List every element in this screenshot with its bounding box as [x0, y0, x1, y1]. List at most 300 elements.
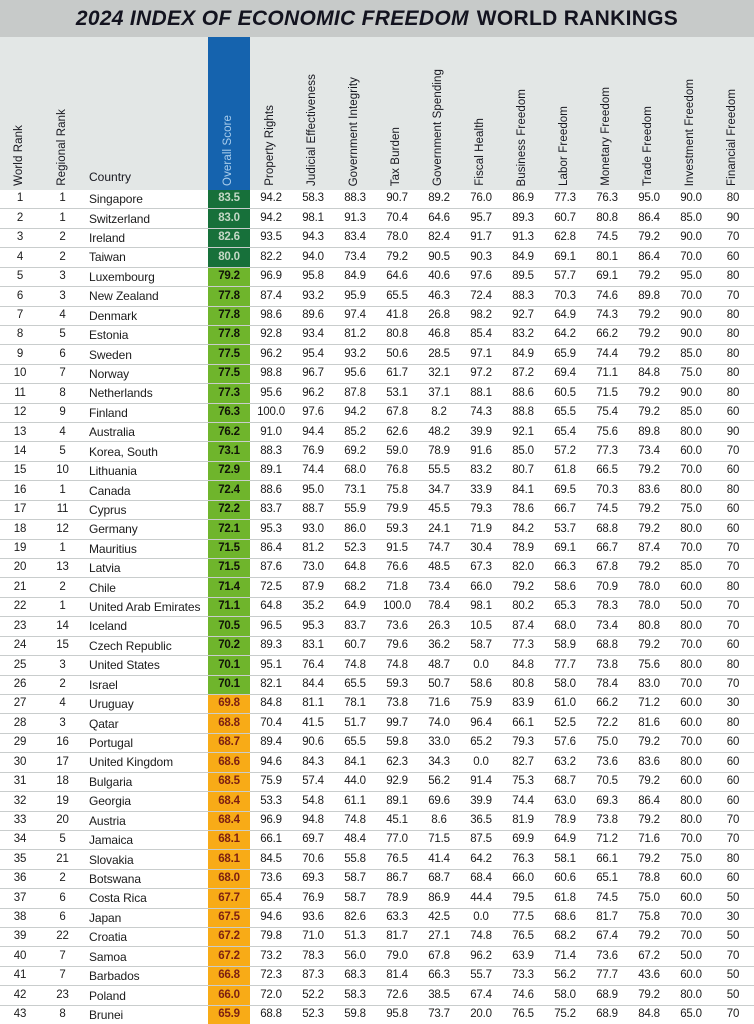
- overall-score-cell: 71.5: [208, 559, 250, 577]
- overall-score-cell: 73.1: [208, 442, 250, 460]
- overall-score-cell: 77.3: [208, 384, 250, 402]
- score-cell: 74.6: [512, 988, 534, 1001]
- regional-rank-cell: 11: [56, 503, 69, 516]
- score-cell: 41.8: [386, 308, 408, 321]
- score-cell: 60.6: [554, 872, 576, 885]
- score-cell: 79.5: [512, 891, 534, 904]
- score-cell: 95.7: [470, 211, 492, 224]
- score-cell: 83.2: [470, 464, 492, 477]
- country-cell: United States: [89, 658, 160, 673]
- score-cell: 95.3: [302, 619, 324, 632]
- score-cell: 77.7: [554, 658, 576, 671]
- score-cell: 60: [726, 464, 740, 477]
- score-cell: 78.3: [596, 600, 618, 613]
- score-cell: 83.0: [638, 678, 660, 690]
- score-cell: 67.8: [386, 406, 408, 419]
- score-cell: 80: [726, 192, 740, 205]
- score-cell: 60.0: [680, 444, 702, 457]
- score-cell: 63.0: [554, 794, 576, 807]
- score-cell: 10.5: [470, 619, 492, 632]
- regional-rank-cell: 4: [59, 308, 66, 321]
- regional-rank-cell: 2: [59, 678, 66, 690]
- score-cell: 71.5: [596, 386, 618, 399]
- regional-rank-cell: 16: [56, 736, 69, 749]
- score-cell: 60: [726, 775, 740, 788]
- score-cell: 88.1: [470, 386, 492, 399]
- score-cell: 36.5: [470, 813, 492, 826]
- score-cell: 65.2: [470, 736, 492, 749]
- score-cell: 90.0: [680, 231, 702, 244]
- score-cell: 72.0: [260, 988, 282, 1001]
- world-rank-cell: 4: [16, 250, 24, 263]
- score-cell: 75.0: [638, 891, 660, 904]
- overall-score-cell: 72.1: [208, 520, 250, 538]
- score-cell: 69.5: [554, 483, 576, 496]
- score-cell: 89.8: [638, 425, 660, 438]
- score-cell: 71.5: [428, 833, 450, 846]
- score-cell: 60: [726, 639, 740, 652]
- score-cell: 96.9: [260, 270, 282, 283]
- column-header-judicial-effectiveness: [292, 37, 334, 190]
- score-cell: 0.0: [473, 755, 489, 768]
- country-cell: Jamaica: [89, 833, 133, 848]
- overall-score-cell: 71.5: [208, 540, 250, 558]
- score-cell: 57.4: [302, 775, 324, 788]
- world-rank-cell: 13: [13, 425, 27, 438]
- score-cell: 68.3: [344, 969, 366, 982]
- score-cell: 95.8: [386, 1008, 408, 1021]
- score-cell: 76.3: [596, 192, 618, 205]
- regional-rank-cell: 14: [56, 619, 69, 632]
- score-cell: 95.1: [260, 658, 282, 671]
- score-cell: 46.3: [428, 289, 450, 302]
- score-cell: 96.7: [302, 367, 324, 380]
- score-cell: 97.6: [470, 270, 492, 283]
- score-cell: 50.6: [386, 347, 408, 360]
- score-cell: 52.3: [302, 1008, 324, 1021]
- score-cell: 52.2: [302, 988, 324, 1001]
- score-cell: 75.8: [638, 911, 660, 924]
- column-header-trade-freedom: [628, 37, 670, 190]
- score-cell: 57.6: [554, 736, 576, 749]
- score-cell: 35.2: [302, 600, 324, 613]
- score-cell: 93.6: [302, 911, 324, 924]
- score-cell: 27.1: [428, 930, 450, 943]
- page-title-emphasis: 2024 INDEX OF ECONOMIC FREEDOM: [75, 6, 469, 30]
- score-cell: 83.6: [638, 483, 660, 496]
- score-cell: 70: [726, 813, 740, 826]
- country-cell: Denmark: [89, 308, 137, 323]
- score-cell: 90.0: [680, 328, 702, 341]
- score-cell: 54.8: [302, 794, 324, 807]
- score-cell: 80: [726, 386, 740, 399]
- score-cell: 58.6: [554, 580, 576, 593]
- score-cell: 63.9: [512, 949, 534, 962]
- score-cell: 73.4: [344, 250, 366, 263]
- score-cell: 95.4: [302, 347, 324, 360]
- score-cell: 80: [726, 347, 740, 360]
- score-cell: 88.6: [512, 386, 534, 399]
- score-cell: 67.4: [470, 988, 492, 1001]
- world-rank-cell: 35: [13, 852, 27, 865]
- score-cell: 81.1: [302, 697, 324, 710]
- score-cell: 58.7: [470, 639, 492, 652]
- score-cell: 65.5: [554, 406, 576, 419]
- score-cell: 94.6: [260, 755, 282, 768]
- country-cell: Netherlands: [89, 386, 153, 401]
- score-cell: 52.5: [554, 716, 576, 729]
- score-cell: 68.9: [596, 1008, 618, 1021]
- country-cell: Croatia: [89, 930, 127, 945]
- score-cell: 89.1: [386, 794, 408, 807]
- score-cell: 80: [726, 328, 740, 341]
- score-cell: 98.2: [470, 308, 492, 321]
- score-cell: 89.6: [302, 308, 324, 321]
- column-header-property-rights: [250, 37, 292, 190]
- overall-score-cell: 68.1: [208, 831, 250, 849]
- score-cell: 92.1: [512, 425, 534, 438]
- table-row: [0, 229, 754, 248]
- table-row: [0, 967, 754, 986]
- score-cell: 50: [726, 891, 740, 904]
- score-cell: 71.2: [596, 833, 618, 846]
- country-cell: Norway: [89, 367, 130, 381]
- score-cell: 74.7: [428, 542, 450, 555]
- score-cell: 32.1: [428, 367, 450, 380]
- score-cell: 82.4: [428, 231, 450, 244]
- score-cell: 70: [726, 678, 740, 690]
- country-cell: Poland: [89, 988, 126, 1003]
- score-cell: 78.0: [638, 580, 660, 593]
- score-cell: 65.5: [344, 678, 366, 690]
- score-cell: 58.0: [554, 988, 576, 1001]
- overall-score-cell: 70.1: [208, 656, 250, 674]
- overall-score-cell: 77.8: [208, 326, 250, 344]
- score-cell: 60.5: [554, 386, 576, 399]
- score-cell: 95.6: [344, 367, 366, 380]
- score-cell: 56.0: [344, 949, 366, 962]
- world-rank-cell: 15: [13, 464, 27, 477]
- table-row: [0, 442, 754, 461]
- overall-score-cell: 77.5: [208, 365, 250, 383]
- world-rank-cell: 32: [13, 794, 27, 807]
- world-rank-cell: 31: [13, 775, 27, 788]
- score-cell: 79.2: [638, 930, 660, 943]
- score-cell: 71.2: [638, 697, 660, 710]
- score-cell: 73.1: [344, 483, 366, 496]
- overall-score-cell: 68.4: [208, 812, 250, 830]
- score-cell: 80.0: [680, 794, 702, 807]
- score-cell: 78.4: [428, 600, 450, 613]
- overall-score-cell: 83.0: [208, 209, 250, 227]
- world-rank-cell: 22: [13, 600, 27, 613]
- world-rank-cell: 8: [16, 328, 24, 341]
- score-cell: 69.1: [554, 542, 576, 555]
- score-cell: 64.2: [470, 852, 492, 865]
- score-cell: 69.6: [428, 794, 450, 807]
- score-cell: 81.4: [386, 969, 408, 982]
- score-cell: 93.4: [302, 328, 324, 341]
- score-cell: 99.7: [386, 716, 408, 729]
- score-cell: 90.0: [680, 308, 702, 321]
- score-cell: 84.9: [512, 347, 534, 360]
- score-cell: 79.2: [638, 775, 660, 788]
- world-rank-cell: 19: [13, 542, 27, 555]
- world-rank-cell: 39: [13, 930, 27, 943]
- score-cell: 57.7: [554, 270, 576, 283]
- score-cell: 48.5: [428, 561, 450, 574]
- score-cell: 68.8: [596, 522, 618, 535]
- world-rank-cell: 12: [13, 406, 27, 419]
- score-cell: 65.9: [554, 347, 576, 360]
- score-cell: 64.8: [260, 600, 282, 613]
- score-cell: 64.6: [386, 270, 408, 283]
- score-cell: 75.9: [470, 697, 492, 710]
- score-cell: 95.6: [260, 386, 282, 399]
- score-cell: 80: [726, 658, 740, 671]
- score-cell: 89.8: [638, 289, 660, 302]
- country-cell: Georgia: [89, 794, 131, 809]
- world-rank-cell: 28: [13, 716, 27, 729]
- score-cell: 48.2: [428, 425, 450, 438]
- score-cell: 71.9: [470, 522, 492, 535]
- score-cell: 78.6: [512, 503, 534, 516]
- overall-score-cell: 68.0: [208, 870, 250, 888]
- country-cell: Botswana: [89, 871, 141, 886]
- regional-rank-cell: 5: [59, 833, 66, 846]
- score-cell: 76.5: [512, 1008, 534, 1021]
- score-cell: 64.2: [554, 328, 576, 341]
- overall-score-cell: 68.1: [208, 850, 250, 868]
- regional-rank-cell: 1: [59, 483, 66, 496]
- score-cell: 65.5: [344, 736, 366, 749]
- score-cell: 70: [726, 561, 740, 574]
- world-rank-cell: 2: [16, 211, 24, 224]
- score-cell: 95.8: [302, 270, 324, 283]
- score-cell: 42.5: [428, 911, 450, 924]
- score-cell: 39.9: [470, 425, 492, 438]
- score-cell: 91.6: [470, 444, 492, 457]
- score-cell: 67.4: [596, 930, 618, 943]
- score-cell: 96.4: [470, 716, 492, 729]
- score-cell: 73.2: [260, 949, 282, 962]
- score-cell: 75.8: [386, 483, 408, 496]
- score-cell: 74.5: [596, 503, 618, 516]
- score-cell: 65.1: [596, 872, 618, 885]
- score-cell: 66.1: [596, 852, 618, 865]
- table-row: [0, 307, 754, 326]
- world-rank-cell: 1: [16, 192, 24, 205]
- score-cell: 70: [726, 949, 740, 962]
- score-cell: 83.7: [344, 619, 366, 632]
- score-cell: 73.8: [596, 658, 618, 671]
- score-cell: 77.3: [512, 639, 534, 652]
- score-cell: 78.9: [386, 891, 408, 904]
- regional-rank-cell: 3: [59, 658, 66, 671]
- score-cell: 39.9: [470, 794, 492, 807]
- table-row: [0, 598, 754, 617]
- score-cell: 51.3: [344, 930, 366, 943]
- score-cell: 76.6: [386, 561, 408, 574]
- table-row: [0, 870, 754, 889]
- score-cell: 91.5: [386, 542, 408, 555]
- score-cell: 58.0: [554, 678, 576, 690]
- column-header-label: Business Freedom: [516, 88, 529, 186]
- score-cell: 76.5: [386, 852, 408, 865]
- country-cell: Canada: [89, 483, 131, 498]
- score-cell: 56.2: [428, 775, 450, 788]
- overall-score-cell: 70.5: [208, 617, 250, 635]
- score-cell: 92.7: [512, 308, 534, 321]
- score-cell: 61.7: [386, 367, 408, 380]
- score-cell: 64.8: [344, 561, 366, 574]
- score-cell: 70.0: [680, 289, 702, 302]
- country-cell: Luxembourg: [89, 269, 155, 284]
- score-cell: 66.1: [260, 833, 282, 846]
- country-cell: Singapore: [89, 192, 143, 207]
- score-cell: 86.0: [344, 522, 366, 535]
- score-cell: 50.7: [428, 678, 450, 690]
- table-row: [0, 481, 754, 500]
- score-cell: 60: [726, 872, 740, 885]
- world-rank-cell: 36: [13, 872, 27, 885]
- table-row: [0, 1006, 754, 1024]
- score-cell: 80.8: [386, 328, 408, 341]
- score-cell: 78.4: [596, 678, 618, 690]
- score-cell: 84.9: [512, 250, 534, 263]
- score-cell: 58.9: [554, 639, 576, 652]
- score-cell: 91.7: [470, 231, 492, 244]
- score-cell: 55.5: [428, 464, 450, 477]
- score-cell: 78.0: [638, 600, 660, 613]
- overall-score-cell: 72.4: [208, 481, 250, 499]
- score-cell: 58.6: [470, 678, 492, 690]
- score-cell: 70.0: [680, 542, 702, 555]
- score-cell: 84.1: [344, 755, 366, 768]
- score-cell: 79.2: [638, 308, 660, 321]
- score-cell: 82.7: [512, 755, 534, 768]
- score-cell: 79.2: [512, 580, 534, 593]
- score-cell: 80: [726, 483, 740, 496]
- score-cell: 66.1: [512, 716, 534, 729]
- score-cell: 67.8: [428, 949, 450, 962]
- score-cell: 95.3: [260, 522, 282, 535]
- score-cell: 79.2: [638, 736, 660, 749]
- table-row: [0, 617, 754, 636]
- score-cell: 74.8: [386, 658, 408, 671]
- score-cell: 48.7: [428, 658, 450, 671]
- regional-rank-cell: 7: [59, 367, 66, 380]
- overall-score-cell: 68.6: [208, 753, 250, 771]
- score-cell: 80: [726, 580, 740, 593]
- score-cell: 100.0: [257, 406, 285, 419]
- score-cell: 50: [726, 988, 740, 1001]
- score-cell: 90.3: [470, 250, 492, 263]
- column-header-tax-burden: [376, 37, 418, 190]
- score-cell: 66.3: [554, 561, 576, 574]
- overall-score-cell: 67.5: [208, 909, 250, 927]
- score-cell: 100.0: [383, 600, 411, 613]
- score-cell: 66.7: [554, 503, 576, 516]
- country-cell: Uruguay: [89, 697, 134, 712]
- score-cell: 79.2: [638, 347, 660, 360]
- table-row: [0, 462, 754, 481]
- world-rank-cell: 9: [16, 347, 24, 360]
- regional-rank-cell: 2: [59, 250, 66, 263]
- score-cell: 78.8: [638, 872, 660, 885]
- score-cell: 68.7: [428, 872, 450, 885]
- world-rank-cell: 29: [13, 736, 27, 749]
- score-cell: 68.4: [470, 872, 492, 885]
- score-cell: 65.3: [554, 600, 576, 613]
- score-cell: 62.3: [386, 755, 408, 768]
- overall-score-cell: 77.8: [208, 307, 250, 325]
- score-cell: 78.9: [554, 813, 576, 826]
- score-cell: 70.0: [680, 250, 702, 263]
- score-cell: 94.2: [260, 192, 282, 205]
- regional-rank-cell: 6: [59, 347, 66, 360]
- table-row: [0, 268, 754, 287]
- score-cell: 70.0: [680, 678, 702, 690]
- score-cell: 69.3: [596, 794, 618, 807]
- score-cell: 79.2: [638, 988, 660, 1001]
- score-cell: 98.8: [260, 367, 282, 380]
- score-cell: 34.3: [428, 755, 450, 768]
- score-cell: 60: [726, 736, 740, 749]
- score-cell: 78.9: [428, 444, 450, 457]
- score-cell: 0.0: [473, 911, 489, 924]
- score-cell: 76.5: [512, 930, 534, 943]
- column-header-monetary-freedom: [586, 37, 628, 190]
- score-cell: 33.9: [470, 483, 492, 496]
- score-cell: 70.0: [680, 464, 702, 477]
- world-rank-cell: 5: [16, 270, 24, 283]
- overall-score-cell: 76.2: [208, 423, 250, 441]
- score-cell: 40.6: [428, 270, 450, 283]
- score-cell: 58.3: [302, 192, 324, 205]
- score-cell: 80.0: [680, 813, 702, 826]
- country-cell: Sweden: [89, 347, 132, 362]
- score-cell: 79.2: [638, 464, 660, 477]
- column-header-label: Government Integrity: [348, 76, 361, 186]
- score-cell: 60.7: [344, 639, 366, 652]
- world-rank-cell: 42: [13, 988, 27, 1001]
- score-cell: 80.0: [680, 658, 702, 671]
- score-cell: 59.8: [386, 736, 408, 749]
- score-cell: 77.0: [386, 833, 408, 846]
- regional-rank-cell: 13: [56, 561, 69, 574]
- world-rank-cell: 16: [13, 483, 27, 496]
- score-cell: 90.6: [302, 736, 324, 749]
- score-cell: 73.4: [596, 619, 618, 632]
- score-cell: 75.9: [260, 775, 282, 788]
- country-cell: Latvia: [89, 561, 121, 576]
- score-cell: 89.2: [428, 192, 450, 205]
- score-cell: 67.3: [470, 561, 492, 574]
- score-cell: 83.7: [260, 503, 282, 516]
- score-cell: 52.3: [344, 542, 366, 555]
- overall-score-cell: 80.0: [208, 248, 250, 266]
- score-cell: 77.7: [596, 969, 618, 982]
- score-cell: 79.2: [638, 503, 660, 516]
- score-cell: 79.2: [638, 852, 660, 865]
- score-cell: 26.3: [428, 619, 450, 632]
- column-header-fiscal-health: [460, 37, 502, 190]
- score-cell: 80.0: [680, 522, 702, 535]
- score-cell: 83.4: [344, 231, 366, 244]
- page-title: [0, 0, 754, 37]
- score-cell: 71.1: [596, 367, 618, 380]
